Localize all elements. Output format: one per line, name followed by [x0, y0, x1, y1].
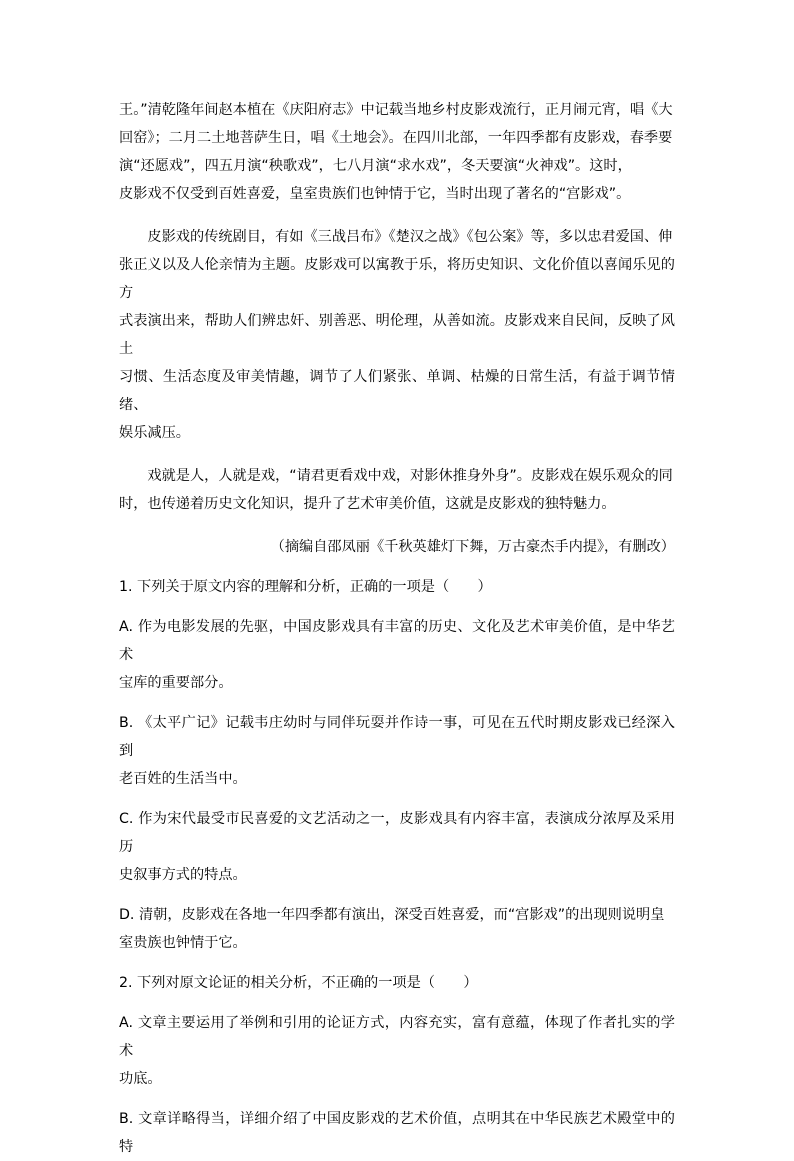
- option-b: B. 文章详略得当，详细介绍了中国皮影戏的艺术价值，点明其在中华民族艺术殿堂中的特: [119, 1111, 675, 1155]
- paragraph-line: 习惯、生活态度及审美情趣，调节了人们紧张、单调、枯燥的日常生活，有益于调节情绪、: [119, 369, 675, 413]
- paragraph-line: 演“还愿戏”，四五月演“秧歌戏”，七八月演“求水戏”，冬天要演“火神戏”。这时，: [119, 158, 632, 174]
- paragraph-line: 皮影戏的传统剧目，有如《三战吕布》《楚汉之战》《包公案》等，多以忠君爱国、伸: [147, 229, 673, 245]
- paragraph-line: 王。”清乾隆年间赵本植在《庆阳府志》中记载当地乡村皮影戏流行，正月闹元宵，唱《大: [119, 102, 673, 118]
- paragraph-line: 回窑》；二月二土地菩萨生日，唱《土地会》。在四川北部，一年四季都有皮影戏，春季要: [119, 130, 673, 146]
- question-stem: 2. 下列对原文论证的相关分析，不正确的一项是（ ）: [119, 975, 478, 991]
- paragraph-1: [119, 96, 675, 208]
- paragraph-line: 时，也传递着历史文化知识，提升了艺术审美价值，这就是皮影戏的独特魅力。: [119, 496, 616, 512]
- paragraph-line: 式表演出来，帮助人们辨忠奸、别善恶、明伦理，从善如流。皮影戏来自民间，反映了风土: [119, 313, 675, 357]
- paragraph-line: 戏就是人，人就是戏，“请君更看戏中戏，对影休推身外身”。皮影戏在娱乐观众的同: [147, 468, 673, 484]
- paragraph-line: 张正义以及人伦亲情为主题。皮影戏可以寓教于乐，将历史知识、文化价值以喜闻乐见的方: [119, 257, 675, 301]
- option-a: A. 作为电影发展的先驱，中国皮影戏具有丰富的历史、文化及艺术审美价值，是中华艺术 宝库的重要部分。: [119, 619, 675, 691]
- option-b: B. 《太平广记》记载韦庄幼时与同伴玩耍并作诗一事，可见在五代时期皮影戏已经深入到 老百姓的生活当中。: [119, 715, 675, 787]
- paragraph-line: 皮影戏不仅受到百姓喜爱，皇室贵族们也钟情于它，当时出现了著名的“宫影戏”。: [119, 186, 631, 202]
- question-2: [119, 969, 675, 1161]
- option-c: C. 作为宋代最受市民喜爱的文艺活动之一，皮影戏具有内容丰富，表演成分浓厚及采用历 史叙事方式的特点。: [119, 811, 675, 883]
- paragraph-3: [119, 462, 675, 518]
- option-a: A. 文章主要运用了举例和引用的论证方式，内容充实，富有意蕴，体现了作者扎实的学术 功底。: [119, 1015, 675, 1087]
- paragraph-2: [119, 223, 675, 447]
- question-stem: 1. 下列关于原文内容的理解和分析，正确的一项是（ ）: [119, 579, 492, 595]
- option-d: D. 清朝，皮影戏在各地一年四季都有演出，深受百姓喜爱，而“宫影戏”的出现则说明皇 室贵族也钟情于它。: [119, 907, 665, 951]
- paragraph-line: 娱乐减压。: [119, 425, 190, 441]
- question-1: [119, 573, 675, 957]
- source-citation: （摘编自邵凤丽《千秋英雄灯下舞，万古豪杰手内提》，有删改）: [270, 539, 675, 555]
